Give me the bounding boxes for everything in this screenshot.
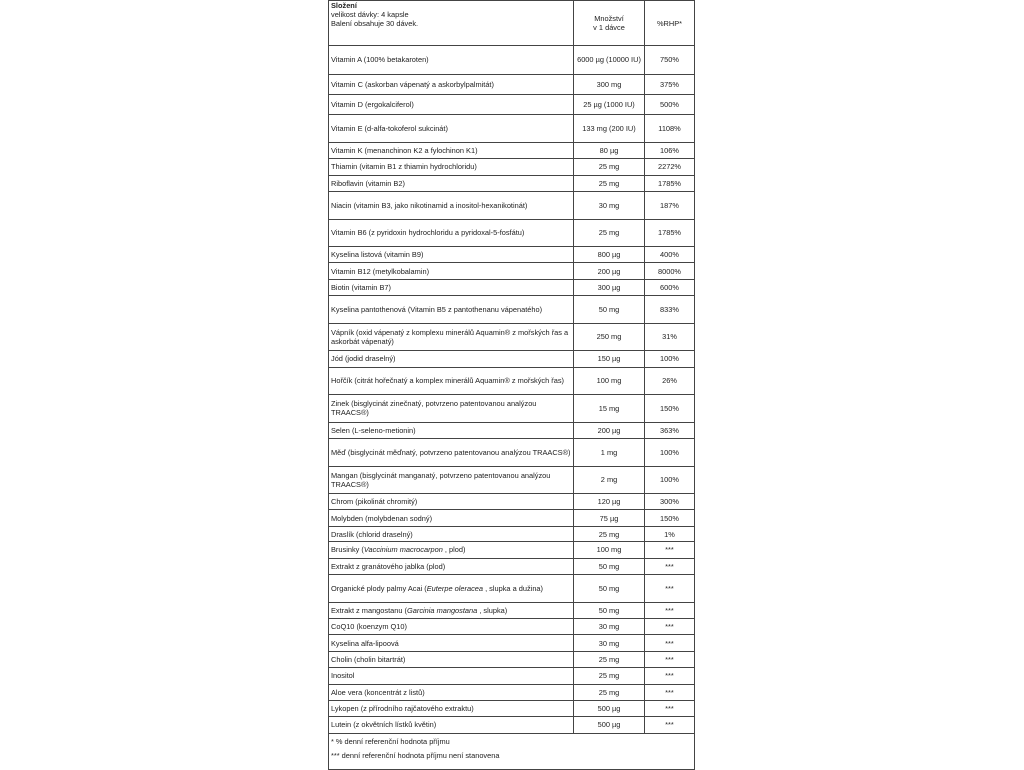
table-row [329,542,695,558]
ingredient-name: Vitamin E (d-alfa-tokoferol sukcinát) [329,115,574,143]
ingredient-amount: 500 µg [574,717,645,733]
composition-title: Složení [331,1,357,10]
ingredient-name: Aloe vera (koncentrát z listů) [329,684,574,700]
ingredient-rhp: *** [645,618,695,634]
ingredient-name: Lutein (z okvětních lístků květin) [329,717,574,733]
ingredient-amount: 25 mg [574,684,645,700]
ingredient-amount: 15 mg [574,395,645,423]
table-row [329,94,695,114]
footnote-not-set: *** denní referenční hodnota příjmu není stanovena [331,750,500,760]
ingredient-name [329,602,574,618]
ingredient-name: Molybden (molybdenan sodný) [329,510,574,526]
ingredient-rhp: 400% [645,247,695,263]
table-row [329,323,695,351]
ingredient-amount: 1 mg [574,439,645,467]
ingredient-amount: 300 µg [574,279,645,295]
ingredient-amount: 25 mg [574,219,645,247]
ingredient-rhp: *** [645,668,695,684]
ingredient-amount: 25 µg (1000 IU) [574,94,645,114]
ingredient-name: Biotin (vitamin B7) [329,279,574,295]
amount-header-line1: Množství [594,14,624,23]
table-row [329,635,695,651]
ingredient-rhp: 150% [645,510,695,526]
ingredient-amount: 30 mg [574,618,645,634]
table-row [329,351,695,367]
ingredient-rhp: 1785% [645,219,695,247]
ingredient-latin-name: Garcinia mangostana [407,605,478,615]
ingredient-amount: 30 mg [574,192,645,220]
ingredient-name: Vitamin B12 (metylkobalamin) [329,263,574,279]
ingredient-rhp: 375% [645,74,695,94]
ingredient-name: Kyselina pantothenová (Vitamin B5 z pantothenanu vápenatého) [329,296,574,324]
ingredient-amount: 25 mg [574,159,645,175]
table-row [329,466,695,494]
ingredient-name: Zinek (bisglycinát zinečnatý, potvrzeno patentovanou analýzou TRAACS®) [329,395,574,423]
ingredient-amount: 800 µg [574,247,645,263]
composition-table [328,0,695,770]
table-row [329,395,695,423]
ingredient-amount: 150 µg [574,351,645,367]
ingredient-rhp: 363% [645,422,695,438]
ingredient-amount: 75 µg [574,510,645,526]
table-row [329,558,695,574]
serving-size: velikost dávky: 4 kapsle [331,10,409,19]
ingredient-rhp: *** [645,717,695,733]
table-row [329,684,695,700]
ingredient-rhp: 2272% [645,159,695,175]
ingredient-amount: 80 µg [574,142,645,158]
ingredient-name-suffix: , slupka a dužina) [483,583,543,593]
ingredient-name: CoQ10 (koenzym Q10) [329,618,574,634]
ingredient-amount: 100 mg [574,367,645,395]
table-row [329,651,695,667]
ingredient-rhp: 833% [645,296,695,324]
ingredient-amount: 50 mg [574,558,645,574]
table-row [329,668,695,684]
ingredient-amount: 133 mg (200 IU) [574,115,645,143]
ingredient-rhp: 750% [645,46,695,75]
ingredient-rhp: *** [645,651,695,667]
table-row [329,494,695,510]
ingredient-rhp: 26% [645,367,695,395]
ingredient-amount: 500 µg [574,700,645,716]
ingredient-rhp: *** [645,635,695,651]
composition-sheet [328,0,694,770]
table-row [329,263,695,279]
table-row [329,46,695,75]
ingredient-name: Cholin (cholin bitartrát) [329,651,574,667]
ingredient-amount: 6000 µg (10000 IU) [574,46,645,75]
ingredient-name: Vitamin A (100% betakaroten) [329,46,574,75]
ingredient-amount: 100 mg [574,542,645,558]
ingredient-rhp: 187% [645,192,695,220]
table-row [329,618,695,634]
table-header-row [329,1,695,46]
ingredient-name: Mangan (bisglycinát manganatý, potvrzeno patentovanou analýzou TRAACS®) [329,466,574,494]
ingredient-rhp: 100% [645,466,695,494]
footnote-rhp: * % denní referenční hodnota příjmu [331,736,450,746]
ingredient-name: Chrom (pikolinát chromitý) [329,494,574,510]
ingredient-amount: 300 mg [574,74,645,94]
ingredient-name [329,575,574,603]
ingredient-rhp: *** [645,575,695,603]
ingredient-name [329,542,574,558]
table-row [329,526,695,542]
table-row [329,700,695,716]
ingredient-amount: 25 mg [574,526,645,542]
header-cell-composition [329,1,574,46]
ingredient-rhp: 150% [645,395,695,423]
ingredient-rhp: 300% [645,494,695,510]
ingredient-rhp: 31% [645,323,695,351]
ingredient-name: Jód (jodid draselný) [329,351,574,367]
ingredient-amount: 200 µg [574,422,645,438]
ingredient-name: Vitamin K (menanchinon K2 a fylochinon K1) [329,142,574,158]
ingredient-name: Vitamin D (ergokalciferol) [329,94,574,114]
table-row [329,602,695,618]
table-row [329,74,695,94]
ingredient-name-prefix: Brusinky ( [331,545,364,555]
table-row [329,115,695,143]
ingredient-name: Thiamin (vitamin B1 z thiamin hydrochloridu) [329,159,574,175]
ingredient-rhp: 100% [645,439,695,467]
ingredient-name-suffix: , plod) [442,545,466,555]
ingredient-name-suffix: , slupka) [477,605,508,615]
ingredient-amount: 25 mg [574,651,645,667]
ingredient-name: Selen (L-seleno-metionin) [329,422,574,438]
ingredient-rhp: 1108% [645,115,695,143]
ingredient-amount: 120 µg [574,494,645,510]
ingredient-amount: 50 mg [574,575,645,603]
ingredient-name: Draslík (chlorid draselný) [329,526,574,542]
table-row [329,159,695,175]
ingredient-latin-name: Vaccinium macrocarpon [363,545,443,555]
ingredient-name: Niacin (vitamin B3, jako nikotinamid a inositol-hexanikotinát) [329,192,574,220]
ingredient-name: Extrakt z granátového jablka (plod) [329,558,574,574]
ingredient-rhp: 100% [645,351,695,367]
ingredient-rhp: *** [645,700,695,716]
table-row [329,439,695,467]
ingredient-amount: 50 mg [574,602,645,618]
ingredient-rhp: 1% [645,526,695,542]
ingredient-rhp: 8000% [645,263,695,279]
ingredient-amount: 200 µg [574,263,645,279]
ingredient-name: Měď (bisglycinát měďnatý, potvrzeno patentovanou analýzou TRAACS®) [329,439,574,467]
table-row [329,422,695,438]
header-cell-rhp: %RHP* [645,1,695,46]
ingredient-name: Kyselina alfa-lipoová [329,635,574,651]
table-row [329,142,695,158]
ingredient-name: Inositol [329,668,574,684]
table-row [329,175,695,191]
ingredient-rhp: *** [645,542,695,558]
ingredient-amount: 25 mg [574,668,645,684]
ingredient-amount: 50 mg [574,296,645,324]
table-row [329,717,695,733]
ingredient-rhp: 500% [645,94,695,114]
table-row [329,219,695,247]
ingredient-name: Vitamin C (askorban vápenatý a askorbylpalmitát) [329,74,574,94]
amount-header-line2: v 1 dávce [593,23,625,32]
ingredient-name: Kyselina listová (vitamin B9) [329,247,574,263]
ingredient-rhp: *** [645,684,695,700]
table-row [329,367,695,395]
footnote-row [329,733,695,769]
table-row [329,279,695,295]
table-row [329,247,695,263]
ingredient-name: Hořčík (citrát hořečnatý a komplex minerálů Aquamin® z mořských řas) [329,367,574,395]
table-row [329,296,695,324]
ingredient-name: Vitamin B6 (z pyridoxin hydrochloridu a pyridoxal-5-fosfátu) [329,219,574,247]
footnote-cell [329,733,695,769]
table-row [329,192,695,220]
ingredient-amount: 250 mg [574,323,645,351]
ingredient-rhp: 1785% [645,175,695,191]
ingredient-rhp: 106% [645,142,695,158]
ingredient-name-prefix: Organické plody palmy Acai ( [331,583,427,593]
table-row [329,510,695,526]
ingredient-rhp: 600% [645,279,695,295]
package-info: Balení obsahuje 30 dávek. [331,19,419,28]
ingredient-name: Vápník (oxid vápenatý z komplexu minerálů Aquamin® z mořských řas a askorbát vápenatý) [329,323,574,351]
ingredient-rhp: *** [645,602,695,618]
table-row [329,575,695,603]
ingredient-amount: 2 mg [574,466,645,494]
ingredient-latin-name: Euterpe oleracea [426,583,484,593]
ingredient-name: Riboflavin (vitamin B2) [329,175,574,191]
header-cell-amount [574,1,645,46]
ingredient-name-prefix: Extrakt z mangostanu ( [331,605,407,615]
ingredient-rhp: *** [645,558,695,574]
ingredient-amount: 30 mg [574,635,645,651]
ingredient-amount: 25 mg [574,175,645,191]
ingredient-name: Lykopen (z přírodního rajčatového extraktu) [329,700,574,716]
